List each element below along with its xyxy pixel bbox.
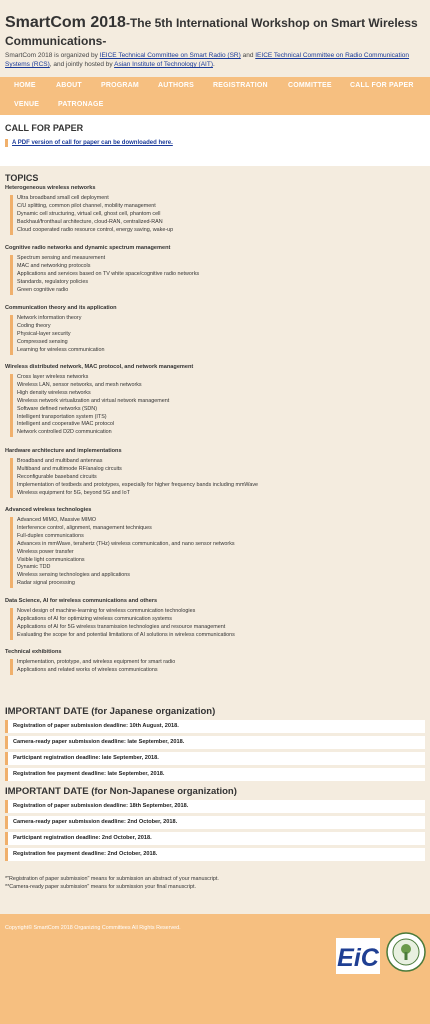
topic-item: Spectrum sensing and measurement (17, 255, 106, 261)
topic-item: C/U splitting, common pilot channel, mobility management (17, 202, 156, 209)
nav-home[interactable]: HOME (14, 82, 36, 89)
nav-registration[interactable]: REGISTRATION (213, 82, 268, 89)
topic-list (10, 458, 258, 498)
topic-item: Compressed sensing (17, 338, 68, 345)
deadline-item: Camera-ready paper submission deadline: 2nd October, 2018. (5, 816, 425, 829)
topic-list (10, 255, 199, 295)
nav-about[interactable]: ABOUT (56, 82, 82, 89)
deadline-item: Registration of paper submission deadline: 10th August, 2018. (5, 720, 425, 733)
topic-item: Learning for wireless communication (17, 346, 105, 353)
topic-item: Physical-layer security (17, 330, 71, 337)
topic-title: Heterogeneous wireless networks (5, 185, 96, 191)
deadline-item: Camera-ready paper submission deadline: late September, 2018. (5, 736, 425, 749)
topic-list (10, 315, 105, 355)
topic-item: Novel design of machine-learning for wireless communication technologies (17, 608, 196, 614)
topic-item: Cloud cooperated radio resource control, energy saving, wake-up (17, 226, 174, 233)
important-date-jp-heading: IMPORTANT DATE (for Japanese organization) (5, 706, 216, 717)
topic-list (10, 608, 235, 640)
call-for-paper-pdf-link[interactable]: A PDF version of call for paper can be downloaded here. (12, 140, 173, 146)
topic-title: Hardware architecture and implementations (5, 448, 122, 454)
organizer-mid: , and jointly hosted by (49, 61, 115, 68)
footnotes (0, 870, 430, 914)
main-nav (0, 77, 430, 115)
topic-item: Standards, regulatory policies (17, 278, 89, 285)
topic-item: Broadband and multiband antennas (17, 458, 103, 464)
deadline-item: Registration of paper submission deadline: 18th September, 2018. (5, 800, 425, 813)
eic-logo[interactable] (336, 938, 380, 974)
topic-title: Technical exhibitions (5, 649, 62, 655)
topic-item: Green cognitive radio (17, 286, 69, 293)
topic-list (10, 195, 173, 235)
topic-item: Applications of AI for optimizing wireless communication systems (17, 615, 172, 622)
site-header (0, 0, 430, 77)
topic-item: Reconfigurable baseband circuits (17, 473, 97, 480)
topic-item: Dynamic cell structuring, virtual cell, ghost cell, phantom cell (17, 210, 161, 217)
topics-heading: TOPICS (5, 173, 39, 183)
deadline-item: Participant registration deadline: 2nd October, 2018. (5, 832, 425, 845)
ait-logo[interactable] (386, 932, 426, 972)
site-footer (0, 914, 430, 1024)
topic-item: Coding theory (17, 322, 51, 329)
topic-list (10, 659, 175, 675)
nav-committee[interactable]: COMMITTEE (288, 82, 332, 89)
topic-item: Wireless equipment for 5G, beyond 5G and IoT (17, 489, 130, 496)
footnote: **Camera-ready paper submission" means for submission your final manuscript. (5, 884, 196, 890)
organizer-line (5, 51, 425, 69)
organizer-end: . (212, 61, 215, 68)
deadline-item: Registration fee payment deadline: 2nd October, 2018. (5, 848, 425, 861)
topic-item: Multiband and multimode RF/analog circuits (17, 465, 122, 472)
topic-title: Cognitive radio networks and dynamic spectrum management (5, 245, 171, 251)
topic-item: Backhaul/fronthaul architecture, cloud-RAN, centralized-RAN (17, 218, 163, 225)
site-title-main: SmartCom 2018 (5, 14, 126, 31)
topic-item: Radar signal processing (17, 580, 75, 587)
topic-item: Cross layer wireless networks (17, 374, 89, 380)
topic-item: Wireless sensing technologies and applications (17, 572, 130, 579)
organizer-and: and (240, 52, 256, 59)
rcs-committee-link[interactable]: IEICE Technical Committee on Radio Communication Systems (RCS) (5, 52, 410, 68)
topic-item: Applications and related works of wireless communications (17, 666, 158, 673)
nav-venue[interactable]: VENUE (14, 101, 40, 108)
call-for-paper-item (5, 139, 173, 147)
topic-item: Applications and services based on TV white space/cognitive radio networks (17, 270, 200, 277)
topic-title: Advanced wireless technologies (5, 507, 92, 513)
topic-item: Intelligent transportation system (ITS) (17, 413, 107, 420)
organizer-intro: SmartCom 2018 is organized by (5, 52, 100, 59)
topic-item: MAC and networking protocols (17, 262, 91, 269)
important-date-non-jp-heading: IMPORTANT DATE (for Non-Japanese organization) (5, 786, 237, 797)
sr-committee-link[interactable]: IEICE Technical Committee on Smart Radio (SR) (99, 52, 241, 59)
topic-item: Software defined networks (SDN) (17, 405, 97, 412)
ait-link[interactable]: Asian Institute of Technology (AIT) (114, 61, 213, 68)
topic-item: Wireless power transfer (17, 548, 74, 555)
footnote: *"Registration of paper submission" means for submission an abstract of your manuscript. (5, 876, 219, 882)
eic-logo-text: EiC (337, 944, 379, 972)
topic-title: Wireless distributed network, MAC protocol, and network management (5, 364, 194, 370)
topic-title: Communication theory and its application (5, 305, 117, 311)
topic-item: Intelligent and cooperative MAC protocol (17, 421, 115, 428)
deadline-item: Participant registration deadline: late September, 2018. (5, 752, 425, 765)
topic-item: Ultra broadband small cell deployment (17, 195, 109, 201)
topic-item: Visible light communications (17, 556, 85, 563)
topic-item: Applications of AI for 5G wireless transmission technologies and resource management (17, 623, 226, 630)
deadline-item: Registration fee payment deadline: late September, 2018. (5, 768, 425, 781)
topic-list (10, 374, 169, 437)
site-title-sub: -The 5th International Workshop on Smart Wireless Communications- (5, 16, 418, 48)
topic-title: Data Science, AI for wireless communications and others (5, 598, 158, 604)
nav-patronage[interactable]: PATRONAGE (58, 101, 104, 108)
topic-item: Interference control, alignment, management techniques (17, 524, 152, 531)
nav-call-for-paper[interactable]: CALL FOR PAPER (350, 82, 414, 89)
nav-authors[interactable]: AUTHORS (158, 82, 195, 89)
topic-item: Implementation of testbeds and prototypes, especially for higher frequency bands including mmWave (17, 481, 259, 488)
topic-list (10, 517, 235, 588)
topic-item: Wireless network virtualization and virtual network management (17, 397, 170, 404)
topic-item: Dynamic TDD (17, 564, 51, 571)
call-for-paper-heading: CALL FOR PAPER (5, 123, 84, 133)
nav-program[interactable]: PROGRAM (101, 82, 139, 89)
topic-item: Advanced MIMO, Massive MIMO (17, 517, 97, 523)
topic-item: Network information theory (17, 315, 82, 321)
site-title (5, 14, 425, 50)
topic-item: High density wireless networks (17, 389, 91, 396)
topic-item: Advances in mmWave, terahertz (THz) wireless communication, and nano sensor networks (17, 540, 235, 547)
copyright-text: Copyright© SmartCom 2018 Organizing Committees All Rights Reserved. (5, 925, 181, 931)
topic-item: Wireless LAN, sensor networks, and mesh networks (17, 381, 142, 388)
topic-item: Network controlled D2D communication (17, 429, 112, 436)
topic-item: Evaluating the scope for and potential limitations of AI solutions in wireless communications (17, 631, 235, 638)
topic-item: Implementation, prototype, and wireless equipment for smart radio (17, 659, 176, 665)
topic-item: Full-duplex communications (17, 532, 84, 539)
